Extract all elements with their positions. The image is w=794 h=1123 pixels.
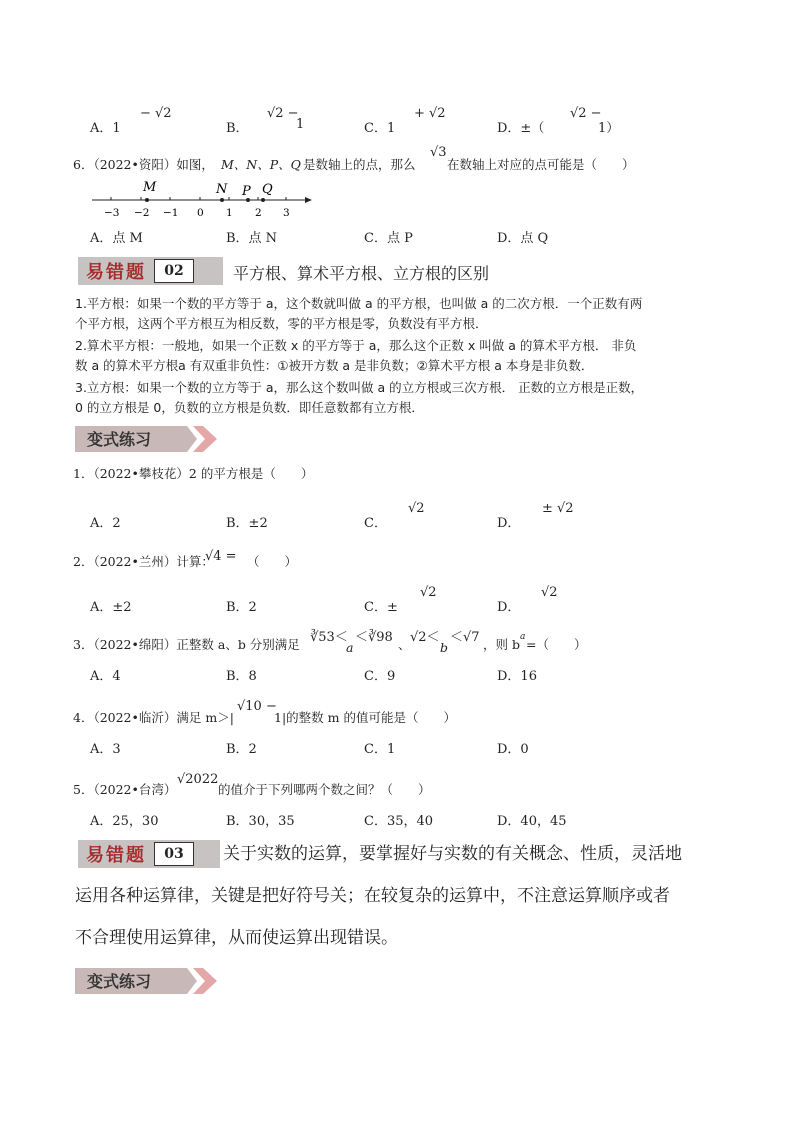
option-c-expr: + √2 [414,106,446,121]
p3-expr-2: ＜∛98 [355,630,393,645]
p1-option-d: D． [497,516,521,531]
section-badge: 易错题 [86,845,146,866]
p4-option-a: A．3 [90,742,121,757]
p1-option-c: C． [364,516,387,531]
p5-option-c: C．35，40 [364,814,434,829]
p5-option-a: A．25，30 [90,814,159,829]
p5-expr: √2022 [177,772,219,787]
p1-option-a: A．2 [90,516,121,531]
body-line: 0 的立方根是 0，负数的立方根是负数．即任意数都有立方根． [75,400,424,415]
p5-stem-a: 5．（2022•台湾） [73,782,177,797]
p3-expr-1: ∛53＜ [310,630,348,645]
p3-sep: 、 [398,637,411,652]
p3-stem-a: 3．（2022•绵阳）正整数 a、b 分别满足 [73,637,300,652]
p3-sup: a [520,632,526,642]
p2-stem-b: （ ） [247,554,298,569]
section-02-title: 平方根、算术平方根、立方根的区别 [233,264,490,283]
p1-option-b: B．±2 [226,516,268,531]
p5-stem-b: 的值介于下列哪两个数之间？（ ） [218,782,431,797]
tick-label: 0 [197,207,204,219]
body-line: 数 a 的算术平方根a 有双重非负性：①被开方数 a 是非负数；②算术平方根 a 本身是非负数． [75,358,594,373]
p2-option-d-expr: √2 [541,585,558,600]
number-line-figure [90,176,320,222]
p3-option-a: A．4 [90,669,121,684]
option-d-expr: √2 − [570,106,602,121]
body-line: 3.立方根：如果一个数的立方等于 a，那么这个数叫做 a 的立方根或三次方根． 正数的立方根是正数， [75,380,644,395]
label-q: Q [262,182,273,197]
q6-radical: √3 [430,145,447,160]
body-line: 个平方根，这两个平方根互为相反数，零的平方根是零，负数没有平方根． [75,316,488,331]
q6-option-d: D．点 Q [497,231,549,246]
section-03-banner [78,840,220,868]
p4-option-c: C．1 [364,742,396,757]
option-d: D．±（ [497,121,545,136]
p2-option-d: D． [497,600,521,615]
practice-label-banner [75,424,221,454]
p5-option-b: B．30，35 [226,814,295,829]
option-a-expr: − √2 [140,106,172,121]
q6-option-c: C．点 P [364,231,413,246]
q6-option-b: B．点 N [226,231,278,246]
option-a: A．1 [90,121,121,136]
tick-label: 1 [226,207,233,219]
section-number: 02 [154,259,194,283]
label-m: M [143,180,157,195]
tick-label: 3 [283,207,290,219]
q6-option-a: A．点 M [90,231,143,246]
p2-option-c-expr: √2 [420,585,437,600]
p2-stem-a: 2．（2022•兰州）计算： [73,554,214,569]
option-d-tail: 1） [598,121,620,136]
q6-stem-d: 在数轴上对应的点可能是（ ） [447,157,635,172]
section-02-banner [78,257,223,285]
p3-option-c: C．9 [364,669,396,684]
p1-option-c-expr: √2 [408,501,425,516]
option-c: C．1 [364,121,396,136]
p2-option-b: B．2 [226,600,257,615]
section-03-line-1: 关于实数的运算，要掌握好与实数的有关概念、性质，灵活地 [223,844,682,864]
p5-option-d: D．40，45 [497,814,567,829]
p3-expr-4: ＜√7 [450,630,480,645]
tick-label: 2 [255,207,262,219]
p1-stem: 1．（2022•攀枝花）2 的平方根是（ ） [73,466,314,481]
tick-label: −3 [104,207,120,219]
p2-option-a: A．±2 [90,600,132,615]
body-line: 2.算术平方根：一般地，如果一个正数 x 的平方等于 a，那么这个正数 x 叫做 a 的算术平方根． 非负 [75,338,637,353]
practice-label-text: 变式练习 [87,430,152,449]
label-p: P [242,184,251,199]
p3-option-d: D．16 [497,669,537,684]
option-b: B． [226,121,249,136]
tick-label: −1 [163,207,179,219]
point-n [220,198,224,202]
section-03-line-2: 运用各种运算律，关键是把好符号关；在较复杂的运算中，不注意运算顺序或者 [75,886,670,906]
p3-var-a: a [346,640,354,655]
section-badge: 易错题 [86,262,146,283]
option-b-expr: √2 − [267,106,299,121]
tick-label: −2 [134,207,150,219]
p4-option-b: B．2 [226,742,257,757]
p3-stem-b: ，则 b [483,637,520,652]
label-n: N [216,182,228,197]
arrow-icon [305,197,312,203]
p1-option-d-expr: ± √2 [542,501,574,516]
section-number: 03 [154,842,194,866]
p3-stem-c: =（ ） [526,637,587,652]
practice-label-text: 变式练习 [87,972,152,991]
p4-expr: √10 − [237,699,277,714]
section-03-line-3: 不合理使用运算律，从而使运算出现错误。 [75,928,398,948]
p3-var-b: b [440,640,449,655]
p3-expr-3: √2＜ [410,630,440,645]
point-q [261,198,265,202]
p2-expr: √4 = [205,549,237,564]
p4-stem-a: 4．（2022•临沂）满足 m＞| [73,710,234,725]
practice-label-banner [75,966,221,996]
p4-option-d: D．0 [497,742,529,757]
q6-stem-a: 6．（2022•资阳）如图， [73,157,214,172]
q6-stem-points: M、N、P、Q [221,157,301,172]
point-m [145,198,149,202]
p3-option-b: B．8 [226,669,257,684]
body-line: 1.平方根：如果一个数的平方等于 a，这个数就叫做 a 的平方根，也叫做 a 的二次方根．一个正数有两 [75,296,643,311]
p2-option-c: C．± [364,600,398,615]
p4-stem-b: 1|的整数 m 的值可能是（ ） [274,710,456,725]
option-b-tail: 1 [296,117,305,132]
q6-stem-c: 是数轴上的点，那么 [303,157,416,172]
